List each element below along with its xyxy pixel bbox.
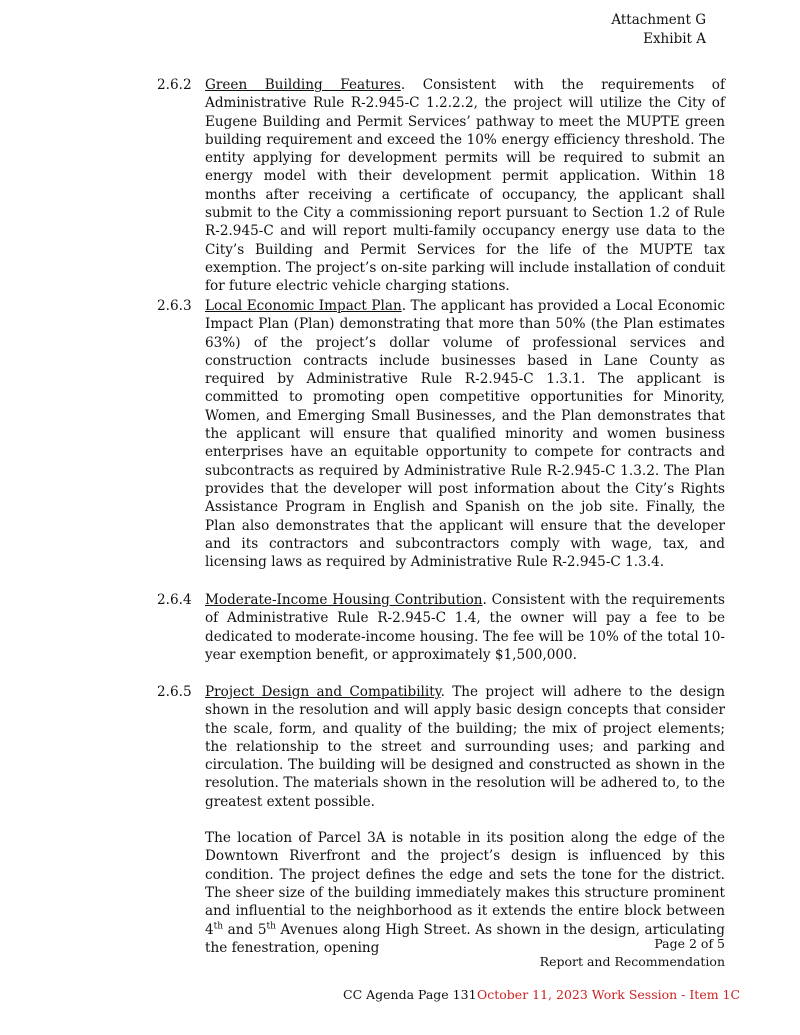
work-session-label: October 11, 2023 Work Session - Item 1C <box>477 987 741 1002</box>
ordinal-suffix: th <box>213 921 224 932</box>
page-info <box>540 935 725 971</box>
section-body <box>205 297 725 571</box>
section-number: 2.6.2 <box>157 77 192 93</box>
section-text: . Consistent with the requirements of Administrative Rule R-2.945-C 1.2.2.2, the project will utilize the City of Eugene Building and Permit Services’ pathway to meet the MUPTE green building requirement and exceed the 10% energy efficiency threshold. The entity applying for development permits will be required to submit an energy model with their development permit application. Within 18 months after receiving a certificate of occupancy, the applicant shall submit to the City a commissioning report pursuant to Section 1.2 of Rule R-2.945-C and will report multi-family occupancy energy use data to the City’s Building and Permit Services for the life of the MUPTE tax exemption. The project’s on-site parking will include installation of conduit for future electric vehicle charging stations. <box>205 77 725 295</box>
attachment-label: Attachment G <box>611 12 706 28</box>
section-local-economic-impact <box>157 297 725 571</box>
section-number: 2.6.4 <box>157 592 192 608</box>
section-number: 2.6.5 <box>157 684 192 700</box>
section-text: . The applicant has provided a Local Economic Impact Plan (Plan) demonstrating that more than 50% (the Plan estimates 63%) of the project’s dollar volume of professional services and construction contracts include businesses based in Lane County as required by Administrative Rule R-2.945-C 1.3.1. The applicant is committed to promoting open competitive opportunities for Minority, Women, and Emerging Small Businesses, and the Plan demonstrates that the applicant will ensure that qualified minority and women business enterprises have an equitable opportunity to compete for contracts and subcontracts as required by Administrative Rule R-2.945-C 1.3.2. The Plan provides that the developer will post information about the City’s Rights Assistance Program in English and Spanish on the job site. Finally, the Plan also demonstrates that the applicant will ensure that the developer and its contractors and subcontractors comply with wage, tax, and licensing laws as required by Administrative Rule R-2.945-C 1.3.4. <box>205 298 726 571</box>
agenda-page: CC Agenda Page 131 <box>343 987 477 1002</box>
section-body <box>205 591 725 664</box>
paragraph-text: and 5 <box>223 921 267 938</box>
page-number: Page 2 of 5 <box>654 936 725 951</box>
section-body <box>205 683 725 811</box>
ordinal-suffix: th <box>266 921 276 932</box>
section-body <box>205 76 725 296</box>
exhibit-label: Exhibit A <box>643 31 706 47</box>
section-number: 2.6.3 <box>157 298 192 314</box>
section-text: . The project will adhere to the design shown in the resolution and will apply basic design concepts that consider the scale, form, and quality of the building; the mix of project elements; the relationship to the street and surrounding uses; and parking and circulation. The building will be designed and constructed as shown in the resolution. The materials shown in the resolution will be adhered to, to the greatest extent possible. <box>205 684 726 810</box>
report-label: Report and Recommendation <box>539 954 725 969</box>
paragraph-text: The location of Parcel 3A is notable in its position along the edge of the Downtown Riverfront and the project’s design is influenced by this condition. The project defines the edge and sets the tone for the district. The sheer size of the building immediately makes this structure prominent and influential to the neighborhood as it extends the entire block between 4 <box>205 830 725 938</box>
section-project-design <box>157 683 725 957</box>
section-title: Green Building Features <box>205 77 401 93</box>
section-text: . Consistent with the requirements of Administrative Rule R-2.945-C 1.4, the owner will pay a fee to be dedicated to moderate-income housing. The fee will be 10% of the total 10-year exemption benefit, or approximately $1,500,000. <box>205 592 726 663</box>
section-green-building <box>157 76 725 296</box>
attachment-header <box>611 11 706 49</box>
section-title: Project Design and Compatibility <box>205 684 441 700</box>
section-moderate-income-housing <box>157 591 725 664</box>
section-title: Local Economic Impact Plan <box>205 298 402 314</box>
paragraph-text: Avenues along High Street. As shown in the design, articulating the fenestration, opening <box>205 921 725 956</box>
section-title: Moderate-Income Housing Contribution <box>205 592 483 608</box>
